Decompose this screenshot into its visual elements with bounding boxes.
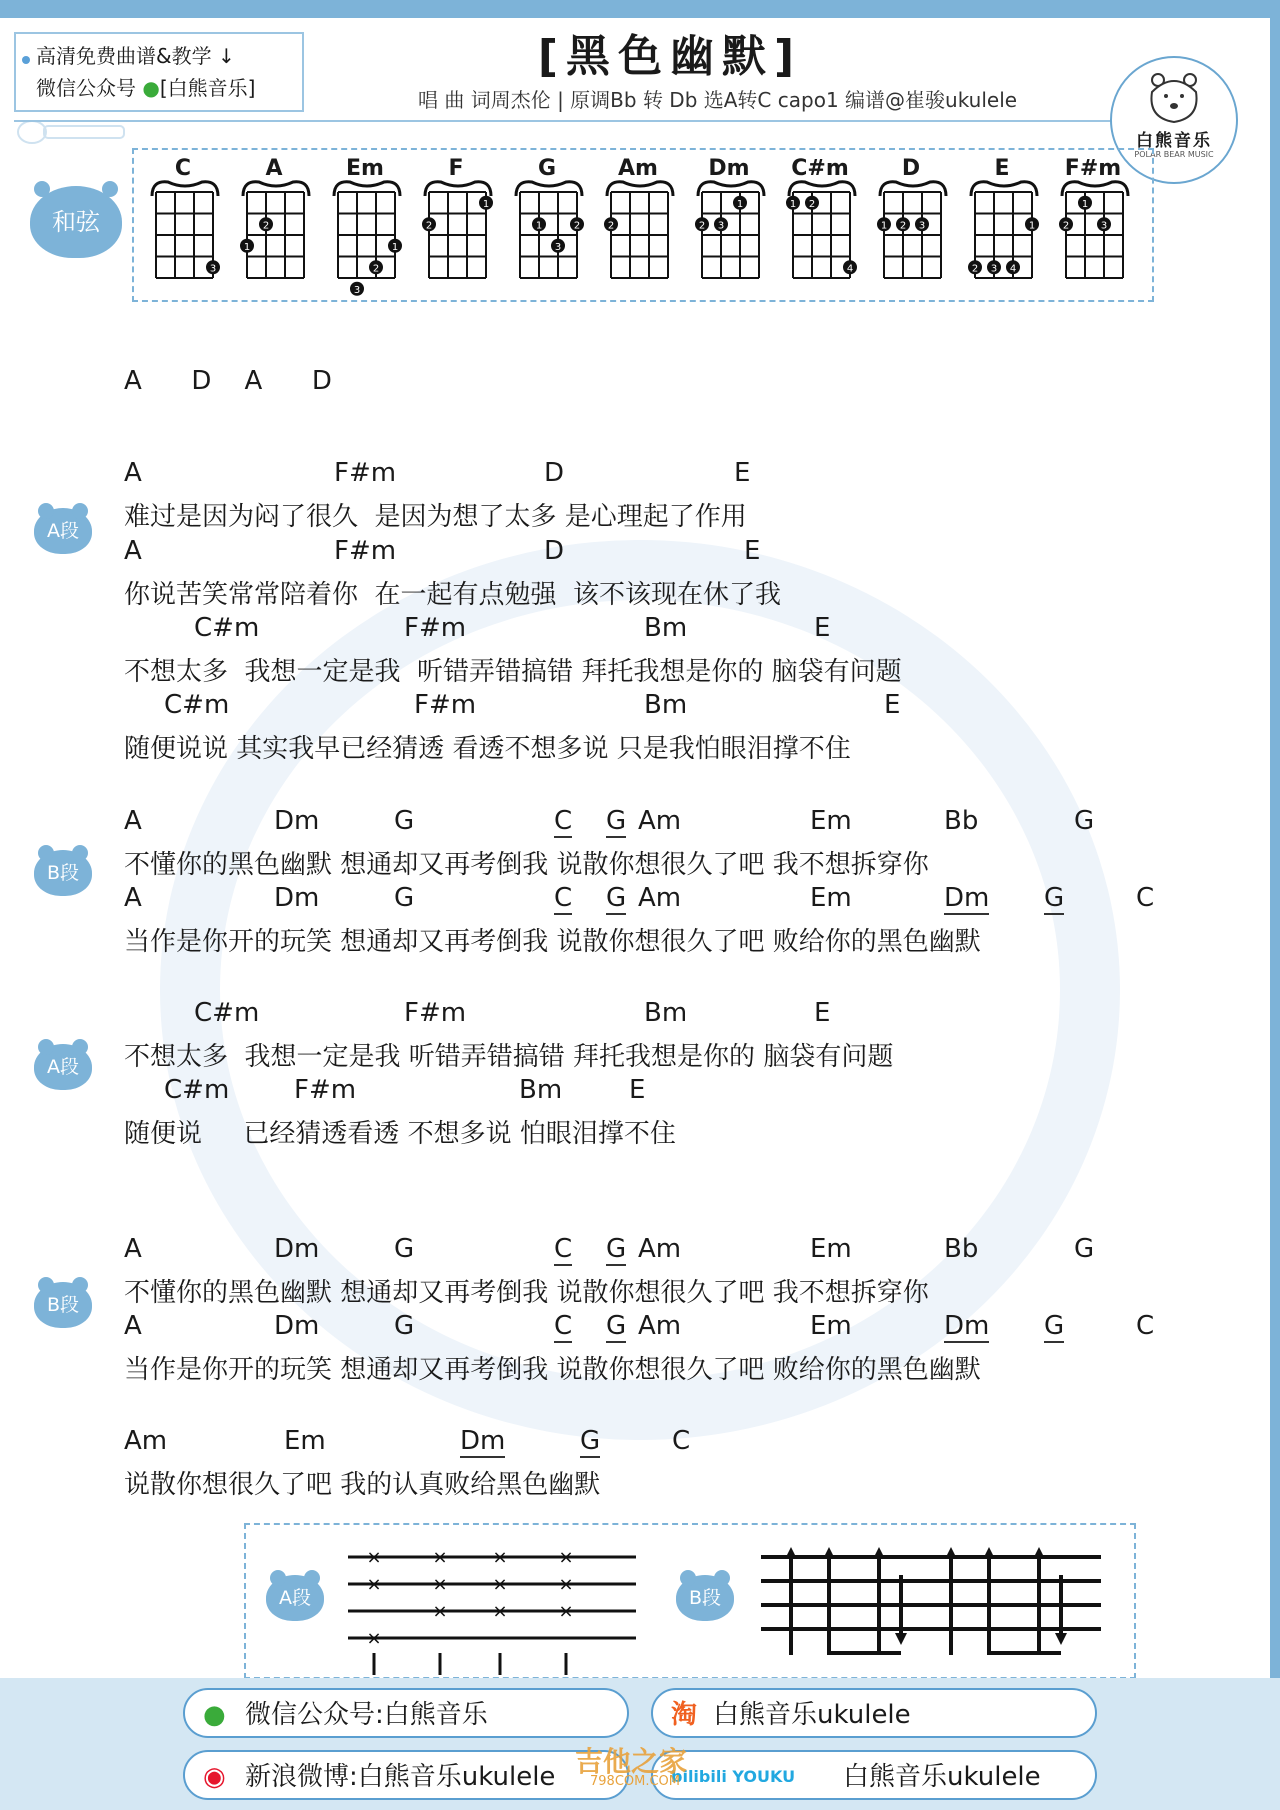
chord-symbol: E	[744, 536, 761, 566]
bilibili-youku-icon: bilibili YOUKU	[671, 1767, 796, 1786]
lyric-line: 随便说 已经猜透看透 不想多说 怕眼泪撑不住	[124, 1119, 676, 1149]
chord-diagram-g	[512, 150, 582, 300]
svg-text:3: 3	[353, 284, 361, 296]
lyric-line: 当作是你开的玩笑 想通却又再考倒我 说散你想很久了吧 败给你的黑色幽默	[124, 1355, 981, 1385]
section-tag: B段	[34, 1282, 92, 1328]
fretboard-grid	[603, 178, 677, 288]
chord-diagram-dm	[694, 150, 764, 300]
promo-line-2	[36, 72, 302, 104]
svg-text:×: ×	[432, 1574, 448, 1595]
svg-text:×: ×	[558, 1574, 574, 1595]
wechat-pill[interactable]	[183, 1688, 629, 1738]
chord-symbol: Bm	[644, 690, 688, 720]
svg-text:2: 2	[573, 220, 581, 232]
chord-line	[124, 1311, 1224, 1341]
bullet-icon	[22, 56, 30, 64]
promo-wechat-name: [白熊音乐]	[159, 76, 256, 100]
chord-symbol: C	[554, 806, 573, 836]
chord-diagram-a	[239, 150, 309, 300]
chord-diagram-c	[148, 150, 218, 300]
chord-symbol: Bm	[644, 613, 688, 643]
video-account: 白熊音乐ukulele	[843, 1762, 1041, 1792]
taobao-account: 白熊音乐ukulele	[713, 1700, 911, 1730]
chord-diagram-fsharpm	[1058, 150, 1128, 300]
lyric-line: 不懂你的黑色幽默 想通却又再考倒我 说散你想很久了吧 我不想拆穿你	[124, 1278, 929, 1308]
lyric-line: 难过是因为闷了很久 是因为想了太多 是心理起了作用	[124, 502, 747, 532]
section-tag: B段	[34, 850, 92, 896]
svg-text:2: 2	[808, 198, 816, 210]
svg-text:2: 2	[698, 220, 706, 232]
chord-line	[124, 1426, 1224, 1456]
chord-symbol: D	[544, 536, 565, 566]
chord-line	[124, 1075, 1224, 1105]
pattern-b-strum	[761, 1545, 1111, 1665]
chord-line	[124, 883, 1224, 913]
chord-symbol: Dm	[274, 1311, 320, 1341]
chord-symbol: C	[554, 1234, 573, 1264]
pattern-a-tab	[346, 1535, 646, 1665]
chord-name: E	[994, 156, 1010, 181]
chord-symbol: G	[1044, 883, 1065, 913]
chord-symbol: Em	[810, 1234, 852, 1264]
svg-text:4: 4	[846, 263, 854, 275]
chord-symbol: A	[124, 1234, 142, 1264]
chord-symbol: C#m	[194, 613, 260, 643]
svg-text:×: ×	[432, 1601, 448, 1622]
chord-diagram-em	[330, 150, 400, 300]
lyric-line: 说散你想很久了吧 我的认真败给黑色幽默	[124, 1470, 601, 1500]
chord-symbol: Am	[638, 1311, 682, 1341]
svg-text:3: 3	[717, 220, 725, 232]
svg-text:×: ×	[558, 1547, 574, 1568]
logo-subtitle: POLAR BEAR MUSIC	[1134, 150, 1214, 159]
chord-symbol: C	[554, 883, 573, 913]
svg-text:1: 1	[535, 220, 543, 232]
svg-text:2: 2	[899, 220, 907, 232]
lyric-line: 随便说说 其实我早已经猜透 看透不想多说 只是我怕眼泪撑不住	[124, 734, 851, 764]
svg-text:3: 3	[990, 263, 998, 275]
chord-symbol: C#m	[194, 998, 260, 1028]
chord-symbol: G	[606, 806, 627, 836]
chord-diagram-f	[421, 150, 491, 300]
chord-symbol: Em	[810, 806, 852, 836]
chord-name: Em	[346, 156, 384, 181]
chord-symbol: F#m	[414, 690, 477, 720]
svg-text:3: 3	[554, 241, 562, 253]
chord-line	[124, 536, 1224, 566]
chord-chart-box	[132, 148, 1154, 302]
svg-text:3: 3	[1100, 220, 1108, 232]
fretboard-grid	[1058, 178, 1132, 288]
fretboard-grid	[421, 178, 495, 288]
chord-line	[124, 1234, 1224, 1264]
chord-symbol: Bm	[644, 998, 688, 1028]
lyric-line: 不想太多 我想一定是我 听错弄错搞错 拜托我想是你的 脑袋有问题	[124, 657, 902, 687]
chord-symbol: Dm	[274, 806, 320, 836]
chord-symbol: G	[394, 1234, 415, 1264]
chord-symbol: F#m	[334, 458, 397, 488]
ukulele-icon	[14, 118, 134, 152]
chord-symbol: G	[1044, 1311, 1065, 1341]
intro-chords: A D A D	[124, 366, 332, 396]
site-watermark: 吉他之家	[575, 1745, 688, 1778]
chord-symbol: G	[1074, 1234, 1095, 1264]
wechat-account: 微信公众号:白熊音乐	[245, 1700, 488, 1730]
svg-text:1: 1	[789, 198, 797, 210]
chord-symbol: C	[1136, 1311, 1155, 1341]
svg-text:3: 3	[209, 263, 217, 275]
chord-symbol: C#m	[164, 1075, 230, 1105]
chord-symbol: E	[884, 690, 901, 720]
chord-symbol: F#m	[294, 1075, 357, 1105]
section-tag: A段	[34, 508, 92, 554]
chord-symbol: Dm	[460, 1426, 506, 1456]
right-bar	[1270, 18, 1280, 1678]
svg-text:×: ×	[558, 1601, 574, 1622]
svg-text:1: 1	[243, 241, 251, 253]
weibo-account: 新浪微博:白熊音乐ukulele	[245, 1762, 556, 1792]
svg-text:×: ×	[366, 1628, 382, 1649]
lyric-line: 你说苦笑常常陪着你 在一起有点勉强 该不该现在休了我	[124, 580, 782, 610]
chord-symbol: G	[394, 806, 415, 836]
chord-symbol: F#m	[334, 536, 397, 566]
chord-symbol: D	[544, 458, 565, 488]
chord-diagram-am	[603, 150, 673, 300]
chord-symbol: Am	[638, 883, 682, 913]
chord-name: F	[448, 156, 464, 181]
weibo-pill[interactable]	[183, 1750, 629, 1800]
lyric-line: 不想太多 我想一定是我 听错弄错搞错 拜托我想是你的 脑袋有问题	[124, 1042, 894, 1072]
chord-symbol: E	[629, 1075, 646, 1105]
chord-symbol: E	[734, 458, 751, 488]
pattern-a-tag: A段	[266, 1575, 324, 1621]
song-title: [黑色幽默]	[537, 31, 803, 82]
chord-symbol: G	[394, 1311, 415, 1341]
svg-text:1: 1	[1028, 220, 1036, 232]
svg-text:3: 3	[918, 220, 926, 232]
chord-line	[124, 613, 1224, 643]
chord-symbol: C	[1136, 883, 1155, 913]
chord-symbol: Bb	[944, 806, 979, 836]
chord-symbol: Em	[810, 883, 852, 913]
promo-wechat-label: 微信公众号	[36, 76, 136, 100]
pattern-b-tag: B段	[676, 1575, 734, 1621]
chord-symbol: F#m	[404, 998, 467, 1028]
svg-text:4: 4	[1009, 263, 1017, 275]
promo-line-1: 高清免费曲谱&教学 ↓	[36, 44, 235, 68]
chord-symbol: A	[124, 1311, 142, 1341]
strum-pattern-box	[244, 1523, 1136, 1679]
promo-box	[14, 32, 304, 112]
chord-symbol: G	[606, 1234, 627, 1264]
fretboard-grid	[330, 178, 404, 296]
weibo-icon: ◉	[203, 1762, 226, 1792]
fretboard-grid	[148, 178, 222, 288]
svg-text:×: ×	[366, 1547, 382, 1568]
chord-name: C	[174, 156, 192, 181]
chord-symbol: G	[394, 883, 415, 913]
svg-text:2: 2	[971, 263, 979, 275]
fretboard-grid	[512, 178, 586, 288]
chord-symbol: Am	[638, 806, 682, 836]
video-pill[interactable]	[651, 1750, 1097, 1800]
chord-symbol: A	[124, 458, 142, 488]
fretboard-grid	[239, 178, 313, 288]
fretboard-grid	[694, 178, 768, 288]
svg-text:2: 2	[1062, 220, 1070, 232]
svg-text:1: 1	[482, 198, 490, 210]
svg-text:2: 2	[262, 220, 270, 232]
taobao-icon: 淘	[671, 1700, 698, 1730]
chord-line	[124, 998, 1224, 1028]
logo-name: 白熊音乐	[1136, 131, 1212, 151]
chord-name: C#m	[791, 156, 849, 181]
chord-symbol: C	[672, 1426, 691, 1456]
svg-text:2: 2	[607, 220, 615, 232]
svg-text:×: ×	[492, 1574, 508, 1595]
chord-symbol: Em	[810, 1311, 852, 1341]
svg-text:×: ×	[492, 1601, 508, 1622]
chord-symbol: Bm	[519, 1075, 563, 1105]
chord-diagram-csharpm	[785, 150, 855, 300]
fretboard-grid	[967, 178, 1041, 288]
chord-symbol: A	[124, 883, 142, 913]
polar-bear-icon	[1144, 68, 1204, 124]
chord-symbol: Dm	[274, 1234, 320, 1264]
chord-symbol: Dm	[944, 883, 990, 913]
svg-text:×: ×	[492, 1547, 508, 1568]
chord-name: Am	[618, 156, 658, 181]
svg-text:1: 1	[736, 198, 744, 210]
chord-name: A	[265, 156, 283, 181]
chord-name: F#m	[1064, 156, 1122, 181]
chord-symbol: A	[124, 536, 142, 566]
chord-symbol: Em	[284, 1426, 326, 1456]
chord-symbol: Dm	[274, 883, 320, 913]
chord-name: G	[537, 156, 557, 181]
fretboard-grid	[876, 178, 950, 288]
chord-symbol: G	[606, 1311, 627, 1341]
svg-text:2: 2	[425, 220, 433, 232]
chord-line	[124, 806, 1224, 836]
chord-symbol: E	[814, 998, 831, 1028]
svg-text:×: ×	[432, 1547, 448, 1568]
chord-symbol: E	[814, 613, 831, 643]
wechat-icon: ●	[142, 76, 160, 100]
svg-text:×: ×	[366, 1574, 382, 1595]
chord-symbol: Am	[124, 1426, 168, 1456]
site-watermark-url: 798COM.COM	[590, 1774, 680, 1789]
svg-text:1: 1	[880, 220, 888, 232]
top-bar	[0, 0, 1280, 18]
chord-symbol: C	[554, 1311, 573, 1341]
wechat-icon: ●	[203, 1700, 226, 1730]
chord-name: Dm	[708, 156, 750, 181]
svg-text:1: 1	[391, 241, 399, 253]
chord-symbol: G	[1074, 806, 1095, 836]
chord-symbol: C#m	[164, 690, 230, 720]
chord-symbol: Dm	[944, 1311, 990, 1341]
chord-diagram-e	[967, 150, 1037, 300]
fretboard-grid	[785, 178, 859, 288]
chord-symbol: A	[124, 806, 142, 836]
lyric-line: 当作是你开的玩笑 想通却又再考倒我 说散你想很久了吧 败给你的黑色幽默	[124, 927, 981, 957]
song-credits: 唱 曲 词周杰伦 | 原调Bb 转 Db 选A转C capo1 编谱@崔骏ukulele	[418, 88, 1018, 112]
chord-symbol: F#m	[404, 613, 467, 643]
chord-name: D	[901, 156, 921, 181]
chord-symbol: Am	[638, 1234, 682, 1264]
taobao-pill[interactable]	[651, 1688, 1097, 1738]
lyric-line: 不懂你的黑色幽默 想通却又再考倒我 说散你想很久了吧 我不想拆穿你	[124, 850, 929, 880]
chords-tag-label: 和弦	[52, 208, 100, 236]
svg-text:1: 1	[1081, 198, 1089, 210]
chord-symbol: G	[580, 1426, 601, 1456]
chord-line	[124, 690, 1224, 720]
chord-symbol: G	[606, 883, 627, 913]
chords-tag	[30, 186, 122, 258]
header-divider	[14, 120, 1114, 122]
svg-text:2: 2	[372, 263, 380, 275]
chord-line	[124, 458, 1224, 488]
section-tag: A段	[34, 1044, 92, 1090]
chord-diagram-d	[876, 150, 946, 300]
chord-symbol: Bb	[944, 1234, 979, 1264]
